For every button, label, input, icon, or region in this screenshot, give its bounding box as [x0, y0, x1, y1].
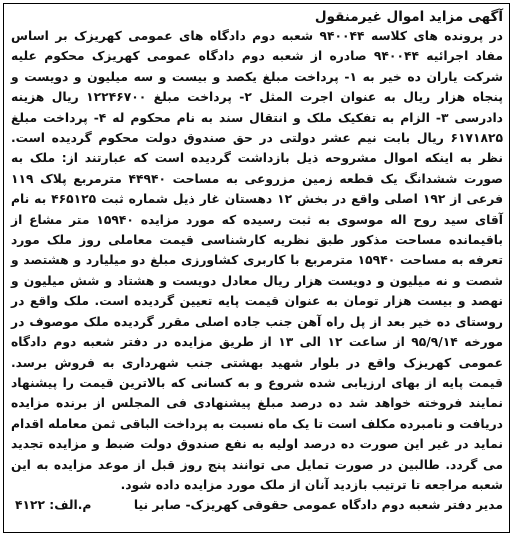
- notice-frame: [3, 3, 510, 533]
- notice-footer: [11, 495, 503, 515]
- notice-body: در پرونده های کلاسه ۹۴۰۰۴۴ شعبه دوم دادگاه های عمومی کهریزک بر اساس مفاد اجرائیه ۹۴۰۰۴۴ صادره از شعبه دوم دادگاه عمومی کهریزک محکوم علیه شرکت یاران ده خیر به ۱- پرداخت مبلغ یکصد و بیست و سه میلیون و دویست و پنجاه هزار ریال به عنوان اجرت المثل ۲- پرداخت مبلغ ۱۲۲۴۶۷۰۰ ریال هزینه دادرسی ۳- الزام به تفکیک ملک و انتقال سند به نام محکوم له ۴- پرداخت مبلغ ۶۱۷۱۸۲۵ ریال بابت نیم عشر دولتی در حق صندوق دولت محکوم گردیده است. نظر به اینکه اموال مشروحه ذیل بازداشت گردیده است که عبارتند از: ملک به صورت ششدانگ یک قطعه زمین مزروعی به مساحت ۴۴۹۴۰ مترمربع پلاک ۱۱۹ فرعی از ۱۹۲ اصلی واقع در بخش ۱۲ دهستان غار ذیل شماره ثبت ۴۶۵۱۲۵ به نام آقای سید روح اله موسوی به ثبت رسیده که مورد مزایده ۱۵۹۴۰ متر مشاع از باقیمانده مساحت مذکور طبق نظریه کارشناسی قیمت معاملی روز ملک مورد تعرفه به مساحت ۱۵۹۴۰ مترمربع با کاربری کشاورزی مبلغ دو میلیارد و هشتصد و شصت و نه میلیون و دویست هزار ریال معادل دویست و هشتاد و شش میلیون و نهصد و بیست هزار تومان به عنوان قیمت پایه تعیین گردیده است. ملک واقع در روستای ده خیر بعد از پل راه آهن جنب جاده اصلی مقرر گردیده ملک موصوف در مورخه ۹۵/۹/۱۴ از ساعت ۱۲ الی ۱۳ از طریق مزایده در دفتر شعبه دوم دادگاه عمومی کهریزک واقع در بلوار شهید بهشتی جنب شهرداری به فروش برسد. قیمت پایه از بهای ارزیابی شده شروع و به کسانی که بالاترین قیمت را پیشنهاد نمایند فروخته خواهد شد ده درصد مبلغ پیشنهادی فی المجلس از برنده مزایده دریافت و نامبرده مکلف است تا یک ماه نسبت به پرداخت الباقی ثمن معامله اقدام نماید در غیر این صورت ده درصد اولیه به نفع صندوق دولت ضبط و مزایده تجدید می گردد. طالبین در صورت تمایل می توانند پنج روز قبل از موعد مزایده به این شعبه مراجعه تا ترتیب بازدید آنان از ملک مورد مزایده داده شود.: [11, 29, 504, 492]
- notice-signer: مدیر دفتر شعبه دوم دادگاه عمومی حقوقی کهریزک- صابر نیا: [133, 498, 503, 513]
- notice-title: آگهی مزاید اموال غیرمنقول: [314, 9, 503, 25]
- notice-content: [4, 4, 509, 519]
- notice-reference-code: م.الف: ۴۱۲۲: [15, 498, 92, 513]
